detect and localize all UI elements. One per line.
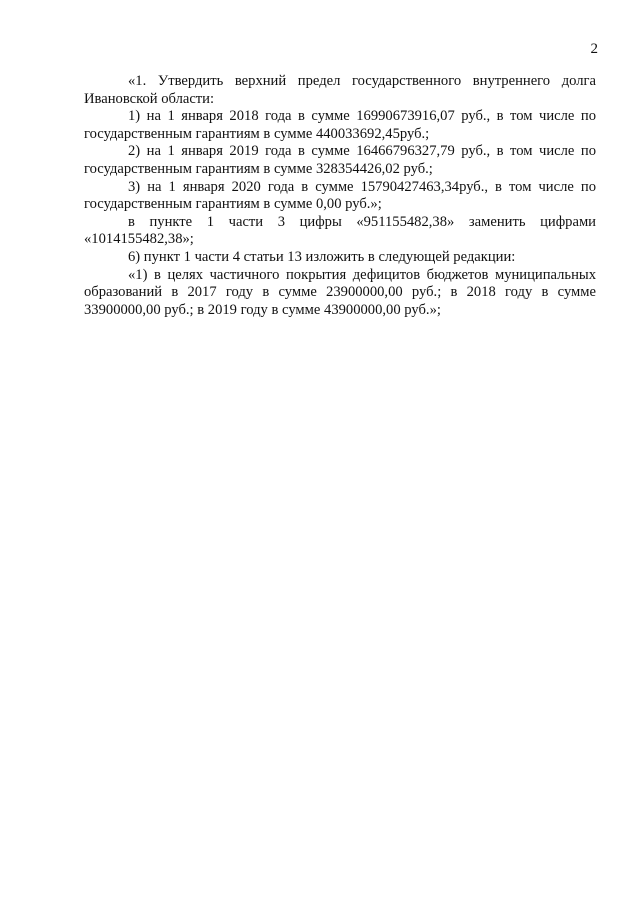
page-number: 2 — [590, 41, 598, 57]
paragraph-figure-replacement: в пункте 1 части 3 цифры «951155482,38» заменить цифрами «1014155482,38»; — [84, 213, 596, 248]
paragraph-article-13-amendment: 6) пункт 1 части 4 статьи 13 изложить в следующей редакции: — [128, 248, 516, 265]
paragraph-debt-limit-intro: «1. Утвердить верхний предел государственного внутреннего долга Ивановской области: — [84, 73, 596, 107]
paragraph-debt-2019: 2) на 1 января 2019 года в сумме 16466796327,79 руб., в том числе по государственным гарантиям в сумме 328354426,02 руб.; — [84, 143, 596, 177]
paragraph-debt-2018: 1) на 1 января 2018 года в сумме 16990673916,07 руб., в том числе по государственным гарантиям в сумме 440033692,45руб.; — [84, 108, 596, 142]
paragraph-municipal-deficit: «1) в целях частичного покрытия дефицитов бюджетов муниципальных образований в 2017 году в сумме 23900000,00 руб.; в 2018 году в сумме 33900000,00 руб.; в 2019 году в сумме 43900000,00 руб.»; — [84, 266, 596, 318]
paragraph-debt-2020: 3) на 1 января 2020 года в сумме 15790427463,34руб., в том числе по государственным гарантиям в сумме 0,00 руб.»; — [84, 178, 596, 213]
document-body — [84, 73, 596, 319]
